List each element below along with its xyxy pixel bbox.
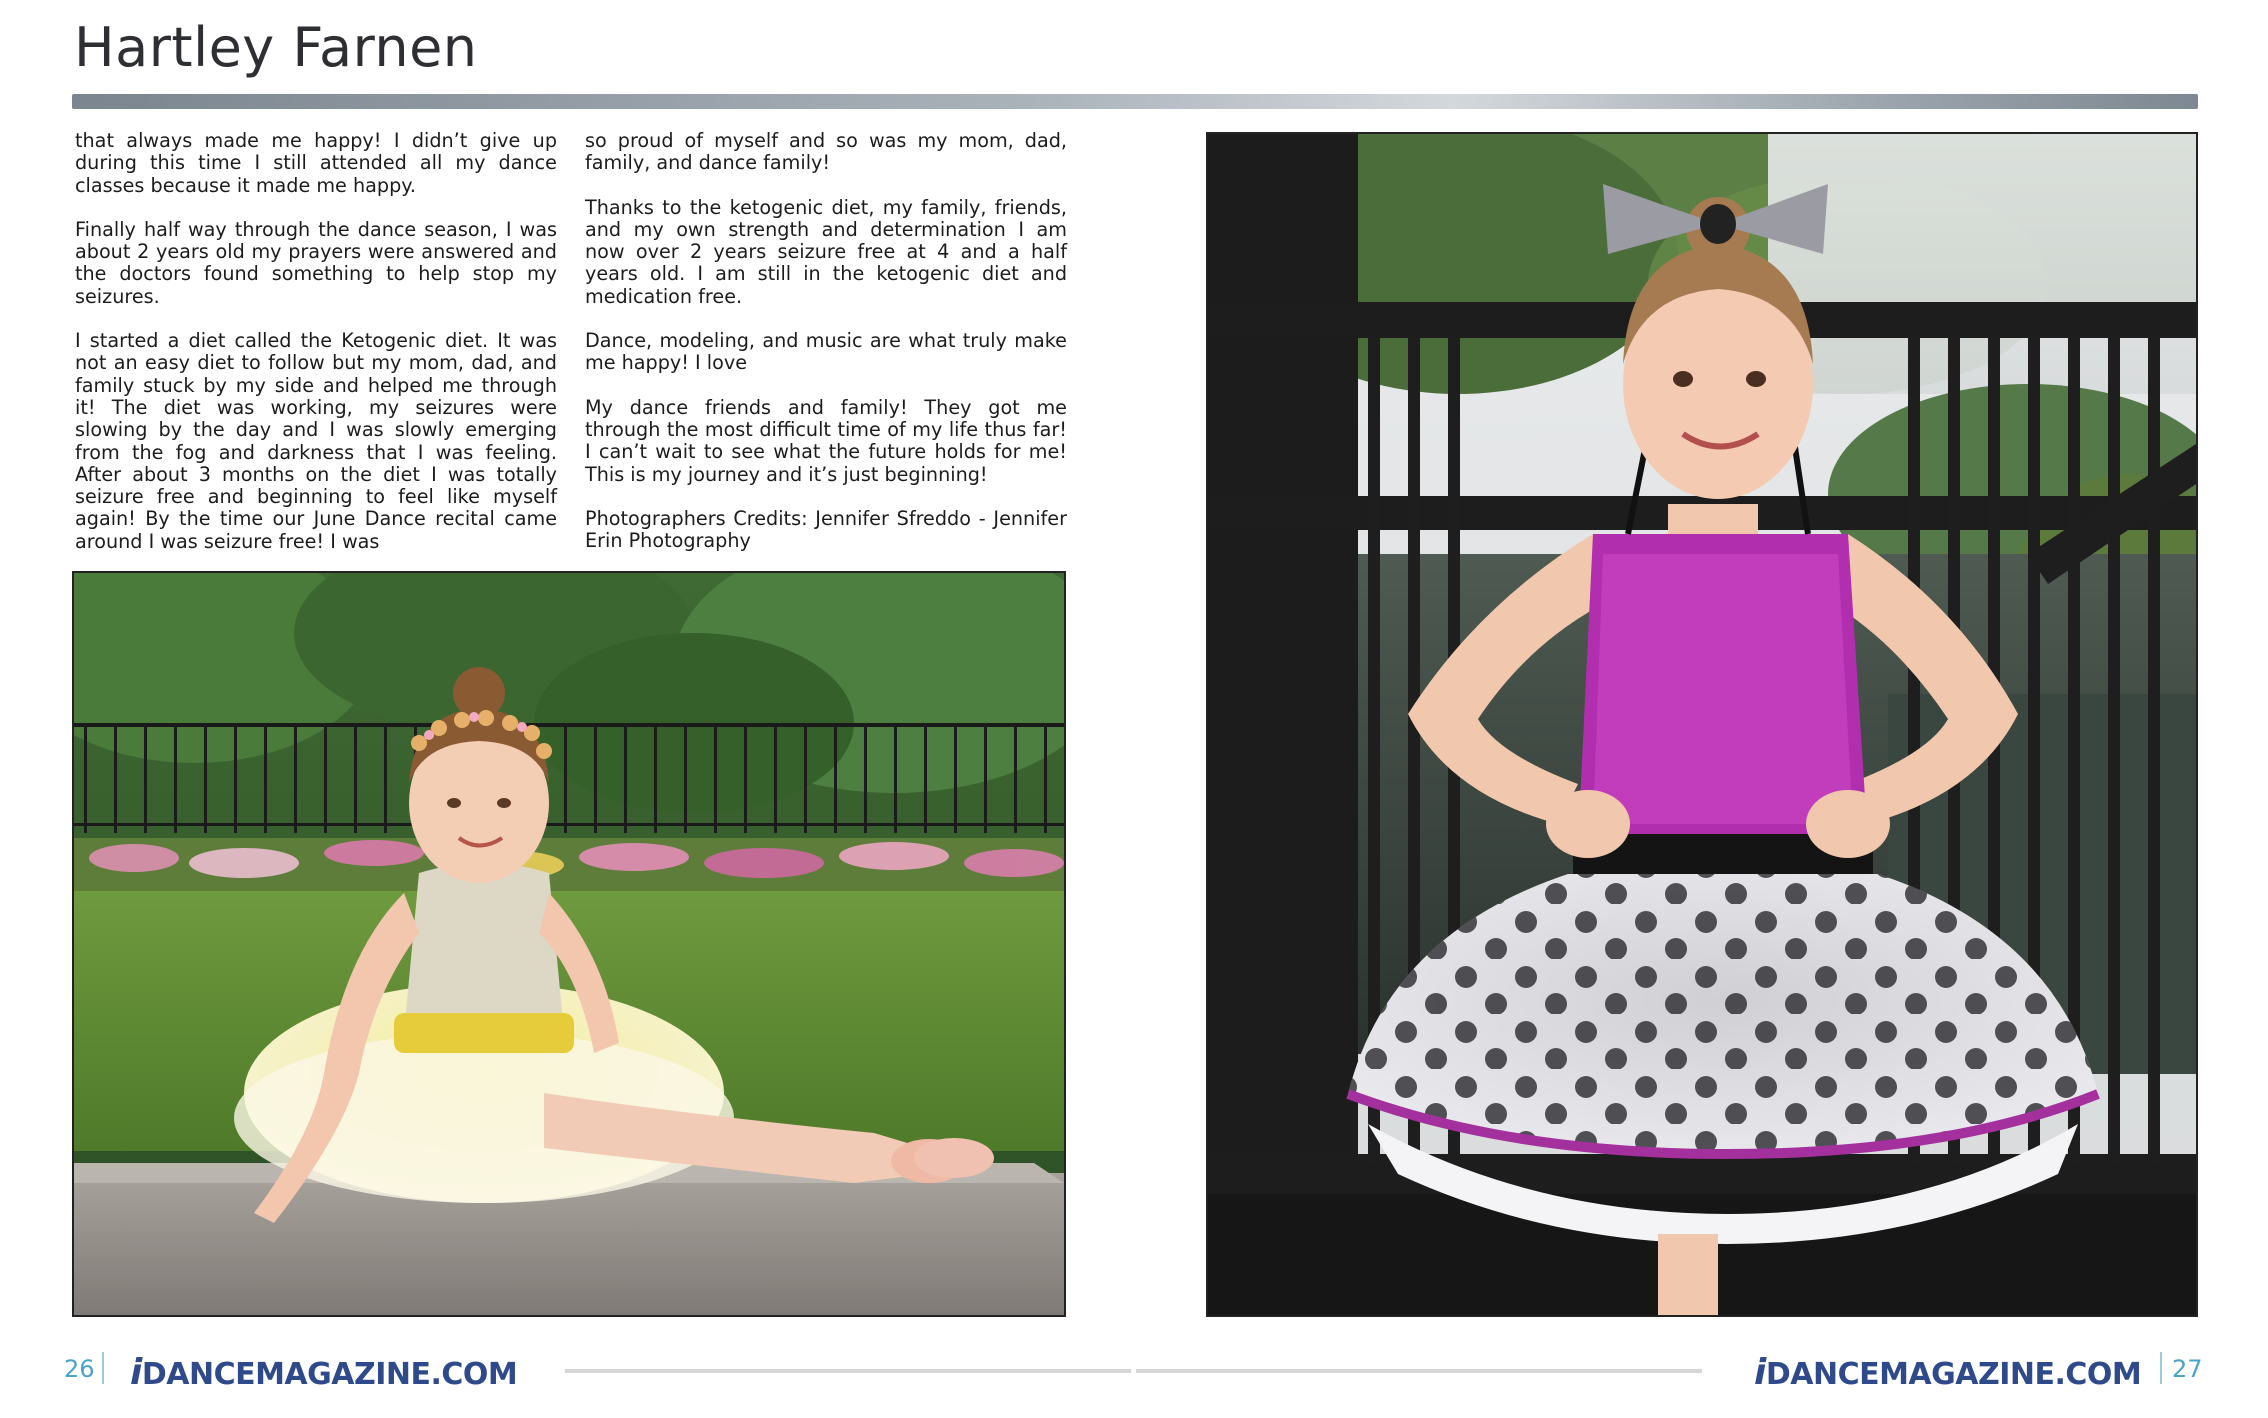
page-number-right: 27 [2172,1355,2203,1383]
title-rule [72,94,2198,109]
photographer-credits: Photographers Credits: Jennifer Sfreddo - Jennifer Erin Photography [585,506,1067,553]
paragraph: so proud of myself and so was my mom, dad, family, and dance family! [585,129,1067,175]
logo-i: i [130,1352,142,1393]
page-number-left: 26 [64,1355,95,1383]
footer-separator [102,1352,104,1384]
logo-i: i [1754,1352,1766,1393]
paragraph: I started a diet called the Ketogenic diet. It was not an easy diet to follow but my mom, dad, and family stuck by my side and helped me through it! The diet was working, my seizures were slowing by the day and I was slowly emerging from the fog and darkness that I was feeling. After about 3 months on the diet I was totally seizure free and beginning to feel like myself again! By the time our June Dance recital came around I was seizure free! I was [75,329,557,553]
page-title: Hartley Farnen [74,16,478,79]
photo-girl-pink-tutu [1206,132,2198,1317]
footer-separator [2160,1352,2162,1384]
paragraph: Thanks to the ketogenic diet, my family, friends, and my own strength and determination I am now over 2 years seizure free at 4 and a half years old. I am still in the ketogenic diet and medication free. [585,195,1067,308]
paragraph: Finally half way through the dance season, I was about 2 years old my prayers were answered and the doctors found something to help stop my seizures. [75,217,557,308]
magazine-logo-left [130,1352,517,1393]
footer-rule [565,1369,1131,1373]
logo-text: DANCEMAGAZINE.COM [141,1357,518,1392]
photo-girl-yellow-dress [72,571,1066,1317]
article-column-1 [75,130,557,575]
paragraph: that always made me happy! I didn’t give up during this time I still attended all my dance classes because it made me happy. [75,129,557,197]
paragraph: My dance friends and family! They got me through the most difficult time of my life thus far! I can’t wait to see what the future holds for me! This is my journey and it’s just beginning! [585,395,1067,486]
article-column-2 [585,130,1067,574]
footer-rule [1136,1369,1702,1373]
magazine-logo-right [1754,1352,2141,1393]
paragraph: Dance, modeling, and music are what truly make me happy! I love [585,329,1067,375]
logo-text: DANCEMAGAZINE.COM [1765,1357,2142,1392]
